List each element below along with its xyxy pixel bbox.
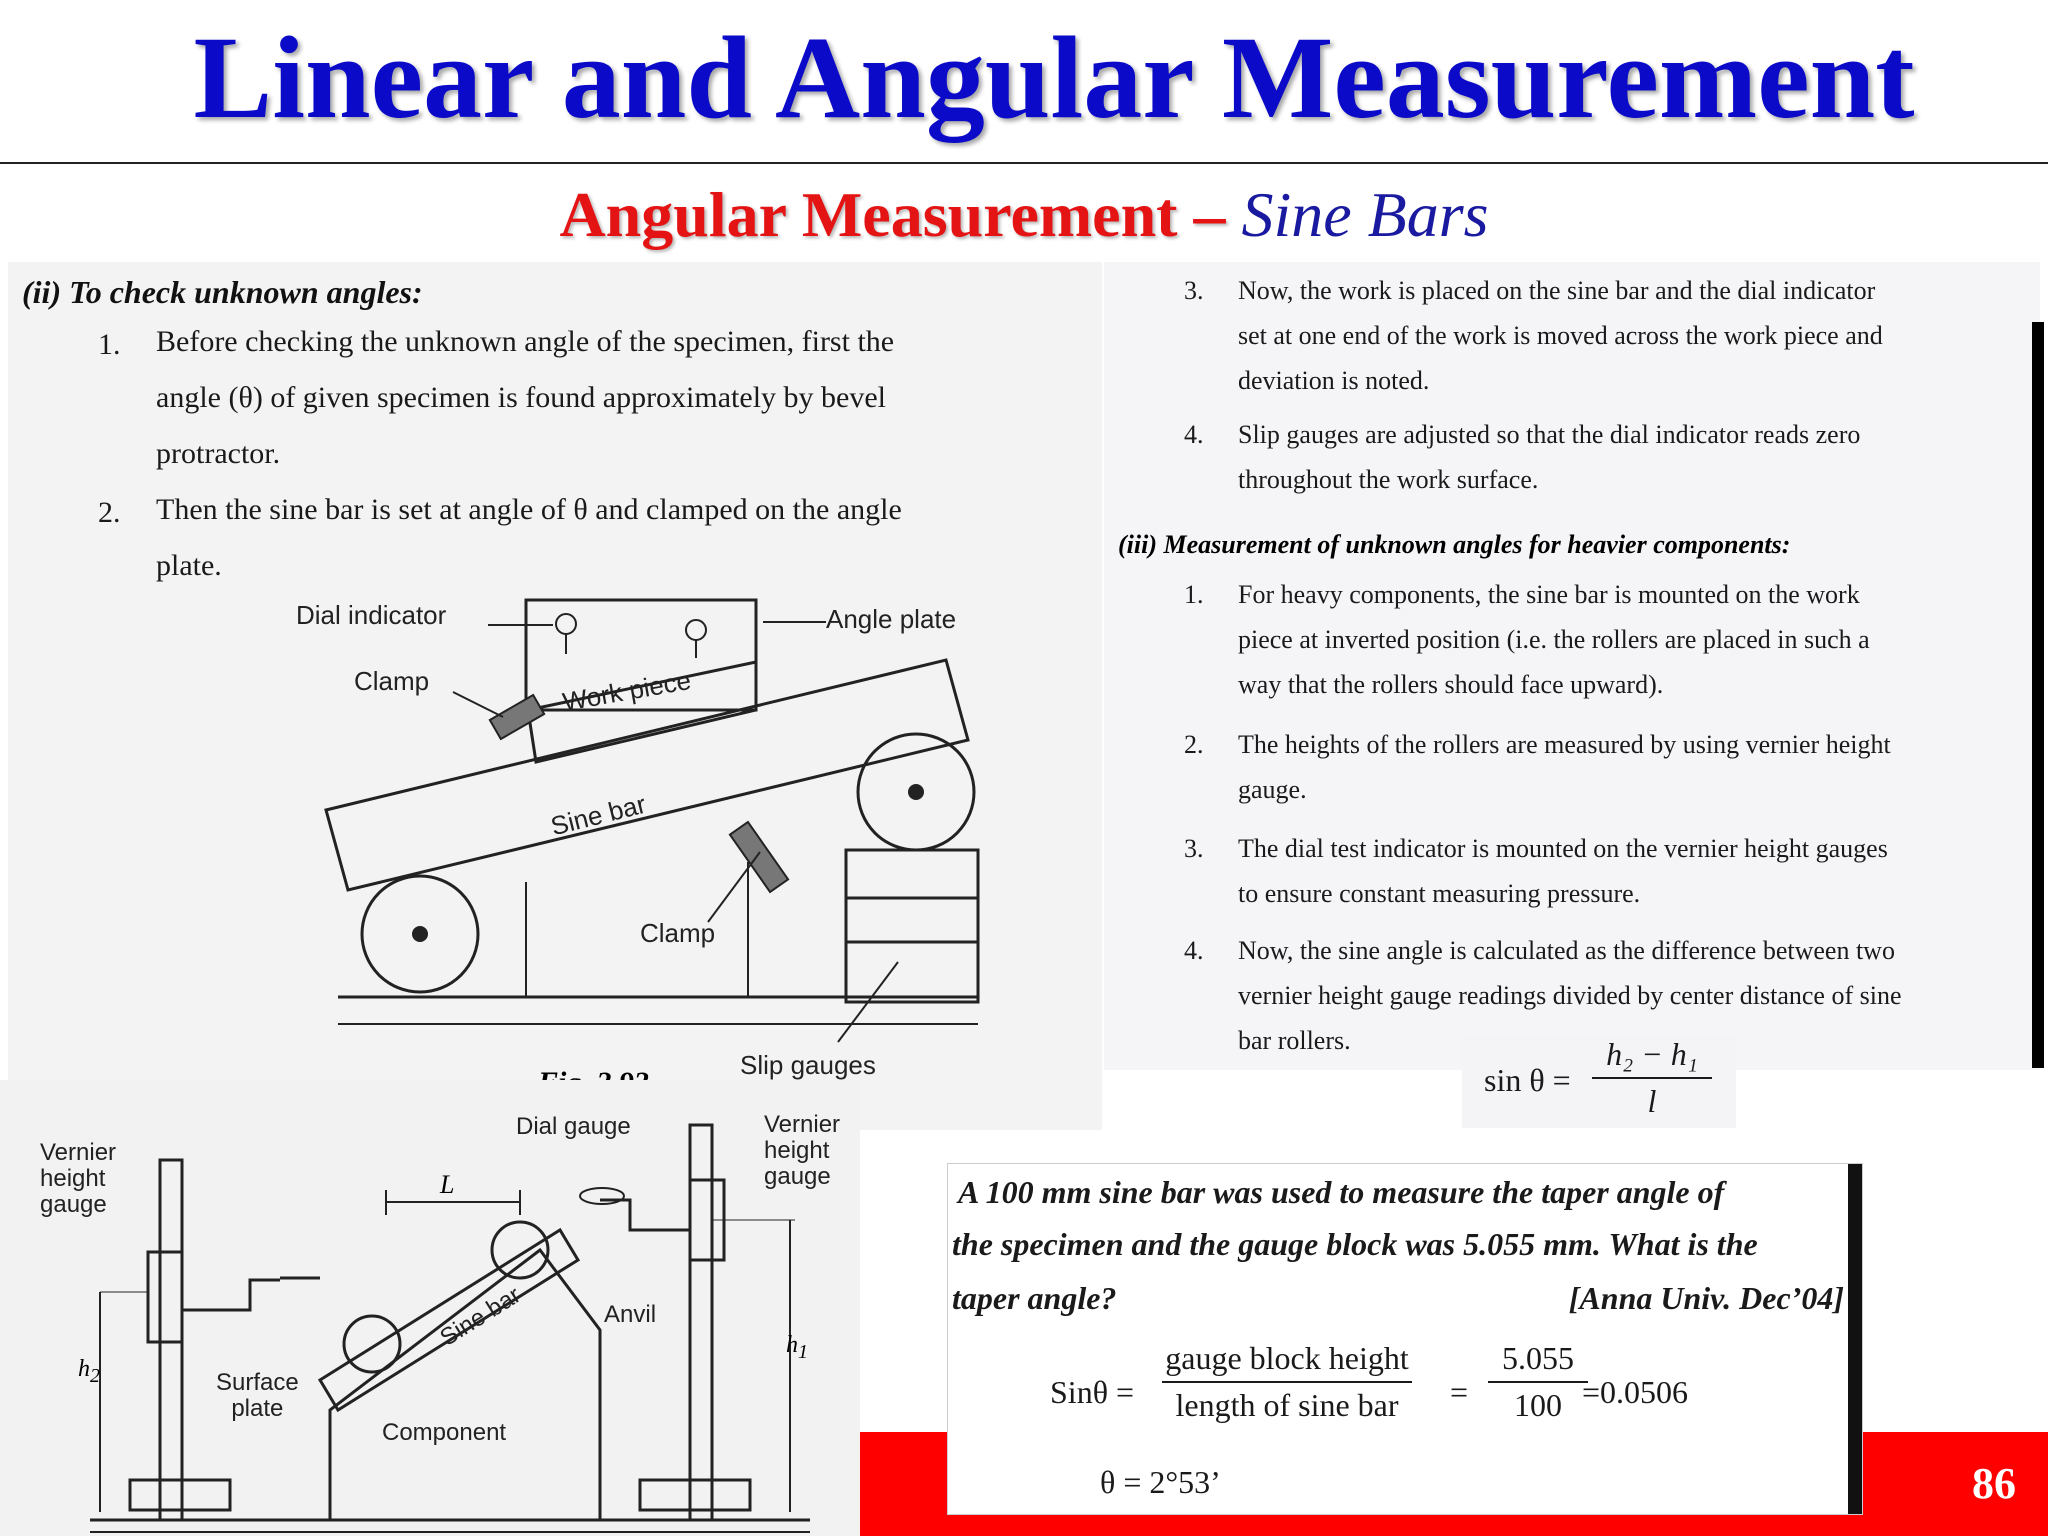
title-divider: [0, 162, 2048, 164]
label-clamp-top: Clamp: [354, 666, 430, 696]
vernier-height-gauge-panel: [0, 1080, 860, 1536]
right-item-line: vernier height gauge readings divided by center distance of sine: [1238, 981, 1902, 1010]
label-line: height: [764, 1137, 830, 1164]
h1-subscript: 1: [798, 1340, 808, 1363]
right-item-number: 2.: [1184, 730, 1204, 759]
fraction-bar: [1162, 1381, 1412, 1383]
calc-frac2-numerator: 5.055: [1502, 1340, 1574, 1376]
calc-equals: =: [1450, 1374, 1469, 1410]
left-item-line: angle (θ) of given specimen is found approximately by bevel: [156, 381, 886, 414]
label-line: plate: [231, 1395, 284, 1422]
right-item-line: throughout the work surface.: [1238, 465, 1539, 494]
calc-lhs: Sinθ =: [1050, 1374, 1135, 1410]
label-angle-plate: Angle plate: [826, 604, 957, 634]
label-anvil: Anvil: [604, 1301, 657, 1328]
right-item-line: piece at inverted position (i.e. the rollers are placed in such a: [1238, 625, 1870, 654]
right-item-number: 3.: [1184, 276, 1204, 305]
page-number: 86: [1972, 1459, 2016, 1508]
right-item-line: The dial test indicator is mounted on the vernier height gauges: [1238, 834, 1888, 863]
right-item-line: bar rollers.: [1238, 1026, 1351, 1055]
worked-problem-box: [948, 1164, 1862, 1514]
left-item-line: Before checking the unknown angle of the specimen, first the: [156, 325, 895, 358]
label-component: Component: [382, 1419, 507, 1446]
label-line: height: [40, 1165, 106, 1192]
slip-gauges-shape: [846, 942, 978, 1002]
subtitle-main: Angular Measurement –: [559, 179, 1242, 250]
left-item-line: protractor.: [156, 437, 281, 470]
label-vernier-left: [40, 1140, 116, 1218]
label-dial-gauge: Dial gauge: [516, 1113, 631, 1140]
label-L: L: [440, 1170, 455, 1199]
label-slip-gauges: Slip gauges: [740, 1050, 876, 1080]
fraction-bar: [1488, 1381, 1588, 1383]
calc-frac1-numerator: gauge block height: [1165, 1340, 1409, 1376]
right-item-line: For heavy components, the sine bar is mounted on the work: [1238, 580, 1860, 609]
sine-formula: [1462, 1036, 1736, 1128]
right-item-line: way that the rollers should face upward).: [1238, 670, 1664, 699]
problem-source: [Anna Univ. Dec’04]: [1568, 1280, 1844, 1316]
formula-denominator: l: [1647, 1083, 1657, 1119]
answer: θ = 2°53’: [1100, 1464, 1221, 1500]
calc-frac1-denominator: length of sine bar: [1175, 1387, 1399, 1423]
left-item-line: Then the sine bar is set at angle of θ and clamped on the angle: [156, 493, 902, 526]
problem-line: A 100 mm sine bar was used to measure the taper angle of: [958, 1174, 1725, 1210]
slide-subtitle: [0, 178, 2048, 252]
left-item-line: plate.: [156, 549, 222, 582]
label-h2: [78, 1356, 100, 1388]
label-line: Vernier: [40, 1139, 117, 1166]
calc-result: =0.0506: [1582, 1374, 1689, 1410]
formula-lhs: sin θ =: [1484, 1062, 1571, 1098]
left-item-number: 2.: [98, 496, 121, 529]
left-scan-panel: [8, 262, 1102, 1130]
right-item-number: 3.: [1184, 834, 1204, 863]
label-line: gauge: [40, 1191, 107, 1218]
label-clamp-bottom: Clamp: [640, 918, 716, 948]
label-sine-bar: Sine bar: [547, 788, 649, 842]
label-work-piece: Work piece: [560, 664, 694, 718]
left-heading: (ii) To check unknown angles:: [22, 274, 423, 310]
right-item-line: Now, the work is placed on the sine bar and the dial indicator: [1238, 276, 1876, 305]
fraction-bar: [1592, 1077, 1712, 1079]
slide-title: Linear and Angular Measurement: [193, 12, 1915, 143]
left-item-number: 1.: [98, 328, 121, 361]
h2-subscript: 2: [90, 1364, 100, 1387]
right-item-line: deviation is noted.: [1238, 366, 1430, 395]
formula-fraction: [1592, 1036, 1712, 1120]
label-surface-plate: [216, 1370, 299, 1422]
right-item-line: Now, the sine angle is calculated as the difference between two: [1238, 936, 1895, 965]
right-item-line: to ensure constant measuring pressure.: [1238, 879, 1641, 908]
right-item-number: 4.: [1184, 936, 1204, 965]
subtitle-italic: Sine Bars: [1241, 179, 1489, 250]
calc-fraction-1: [1162, 1340, 1412, 1424]
label-vernier-right: [764, 1112, 840, 1190]
h2-letter: h: [78, 1356, 90, 1382]
h1-letter: h: [786, 1332, 798, 1358]
calc-fraction-2: [1488, 1340, 1588, 1424]
right-item-line: The heights of the rollers are measured by using vernier height: [1238, 730, 1891, 759]
right-scan-panel: [1104, 262, 2040, 1070]
sine-bar-setup-diagram: [8, 262, 1102, 1130]
label-line: Vernier: [764, 1111, 841, 1138]
label-dial-indicator: Dial indicator: [296, 600, 447, 630]
calc-frac2-denominator: 100: [1514, 1387, 1562, 1423]
label-h1: [786, 1332, 808, 1364]
heavy-component-diagram: [0, 1080, 860, 1536]
right-item-line: set at one end of the work is moved across the work piece and: [1238, 321, 1883, 350]
label-line: gauge: [764, 1163, 831, 1190]
problem-line: the specimen and the gauge block was 5.055 mm. What is the: [952, 1226, 1758, 1262]
label-line: Surface: [216, 1369, 299, 1396]
problem-line: taper angle?: [952, 1280, 1117, 1316]
label-sine-bar-2: Sine bar: [435, 1281, 526, 1352]
right-heading: (iii) Measurement of unknown angles for heavier components:: [1118, 530, 1791, 559]
right-item-number: 4.: [1184, 420, 1204, 449]
right-item-number: 1.: [1184, 580, 1204, 609]
formula-numerator: h₂ − h₁: [1606, 1036, 1698, 1072]
right-item-line: Slip gauges are adjusted so that the dial indicator reads zero: [1238, 420, 1861, 449]
right-item-line: gauge.: [1238, 775, 1307, 804]
